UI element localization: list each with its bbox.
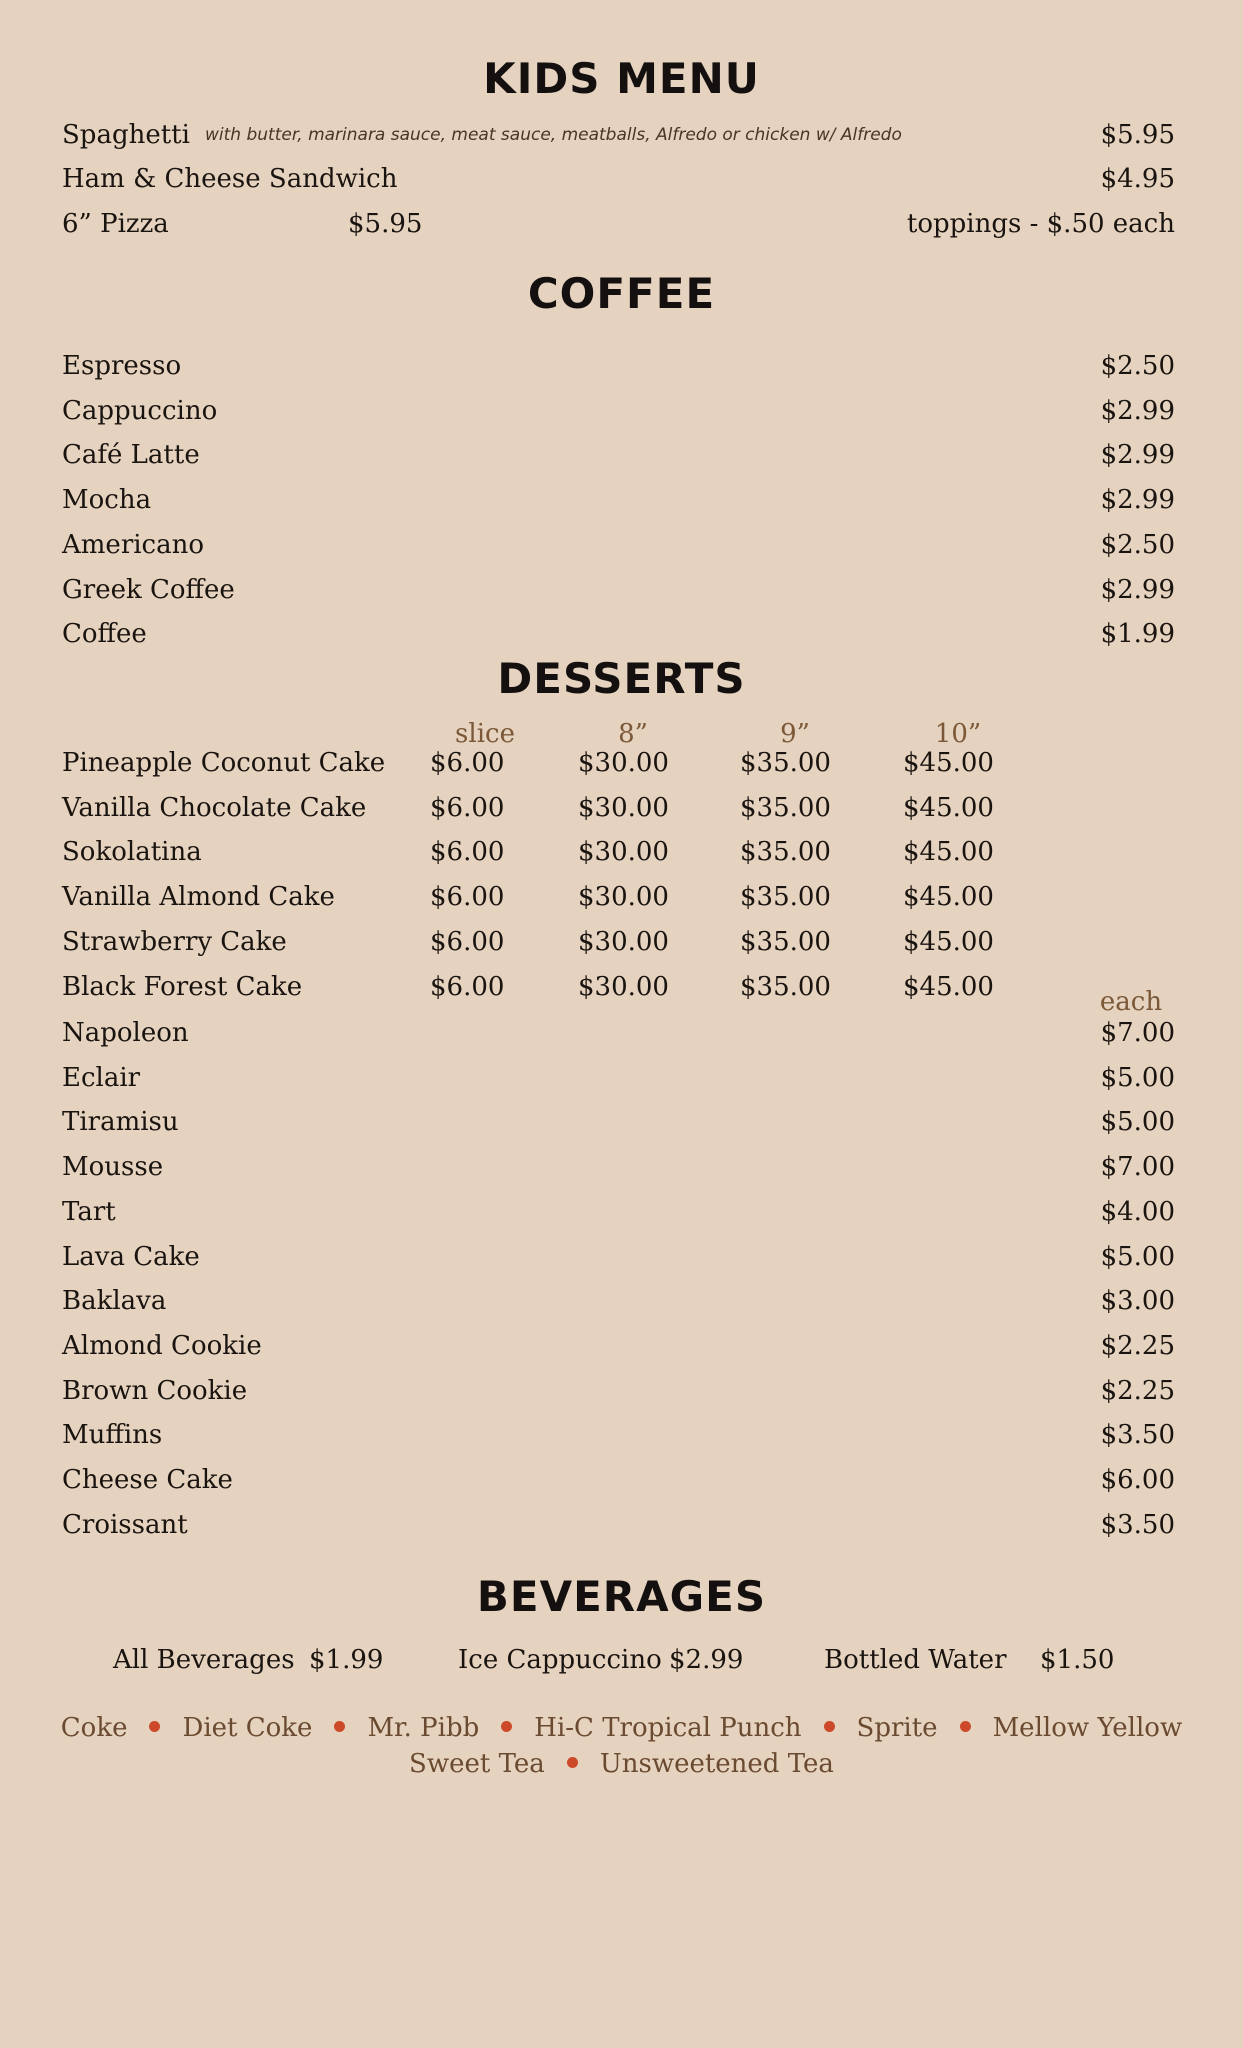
item-name: Lava Cake — [62, 1241, 200, 1272]
desserts-heading: DESSERTS — [497, 654, 746, 703]
item-price: $2.50 — [1100, 529, 1175, 560]
beverages-heading: BEVERAGES — [476, 1572, 767, 1621]
item-name: Brown Cookie — [62, 1375, 248, 1406]
drink-name: Sweet Tea — [409, 1749, 545, 1779]
coffee-item — [0, 391, 1243, 431]
dessert-item — [0, 1192, 1243, 1232]
cake-price: $45.00 — [903, 792, 994, 823]
drinks-line-2 — [0, 1746, 1243, 1782]
bullet-dot-icon — [501, 1721, 512, 1732]
item-name: Black Forest Cake — [62, 971, 303, 1002]
item-name: Vanilla Chocolate Cake — [62, 792, 367, 823]
item-price: $7.00 — [1100, 1152, 1175, 1183]
cake-price: $45.00 — [903, 748, 994, 778]
dessert-item — [0, 1371, 1243, 1411]
item-name: Pineapple Coconut Cake — [62, 748, 386, 778]
bottled-water-price: $1.50 — [1040, 1645, 1115, 1675]
beverage-prices-row — [0, 1640, 1243, 1680]
cake-price: $35.00 — [740, 748, 831, 778]
item-price: $3.50 — [1100, 1509, 1175, 1540]
cake-price: $35.00 — [740, 971, 831, 1002]
cake-item — [0, 743, 1243, 783]
cake-price: $6.00 — [430, 792, 505, 823]
cake-price: $30.00 — [578, 748, 669, 778]
coffee-item — [0, 525, 1243, 565]
item-name: Muffins — [62, 1420, 163, 1451]
item-name: Strawberry Cake — [62, 926, 287, 957]
menu-item-pizza — [0, 204, 1243, 244]
dessert-item — [0, 1415, 1243, 1455]
dessert-item — [0, 1281, 1243, 1321]
drink-name: Mellow Yellow — [992, 1713, 1183, 1743]
item-name: Sokolatina — [62, 837, 202, 868]
cake-price: $30.00 — [578, 971, 669, 1002]
bullet-dot-icon — [334, 1721, 345, 1732]
item-name: Almond Cookie — [62, 1330, 262, 1361]
item-price: $7.00 — [1100, 1018, 1175, 1048]
item-name: Café Latte — [62, 440, 200, 471]
item-name: Cappuccino — [62, 395, 218, 426]
size-header-slice: slice — [455, 719, 515, 749]
item-price: $3.00 — [1100, 1286, 1175, 1317]
item-price: $2.25 — [1100, 1375, 1175, 1406]
cake-price: $35.00 — [740, 882, 831, 913]
dessert-item — [0, 1505, 1243, 1545]
each-label: each — [1099, 987, 1163, 1017]
cake-price: $30.00 — [578, 792, 669, 823]
item-name: Baklava — [62, 1286, 167, 1317]
item-price: $2.25 — [1100, 1330, 1175, 1361]
coffee-item — [0, 346, 1243, 386]
item-price: $4.95 — [1100, 164, 1175, 194]
item-price: $5.95 — [348, 209, 423, 239]
item-name: Greek Coffee — [62, 574, 235, 605]
item-name: 6” Pizza — [62, 209, 169, 239]
cake-price: $45.00 — [903, 971, 994, 1002]
cake-item — [0, 788, 1243, 828]
item-price: $2.50 — [1100, 351, 1175, 381]
all-beverages-price: $1.99 — [309, 1645, 384, 1675]
all-beverages-label: All Beverages — [113, 1645, 295, 1675]
cake-price: $35.00 — [740, 837, 831, 868]
kids-menu-heading: KIDS MENU — [483, 54, 760, 103]
menu-item-ham-cheese — [0, 159, 1243, 199]
item-price: $2.99 — [1100, 395, 1175, 426]
item-name: Coffee — [62, 619, 147, 650]
item-price: $5.95 — [1100, 120, 1175, 150]
item-description: with butter, marinara sauce, meat sauce, meatballs, Alfredo or chicken w/ Alfredo — [205, 125, 902, 145]
dessert-item — [0, 1058, 1243, 1098]
cake-price: $45.00 — [903, 837, 994, 868]
cake-price: $45.00 — [903, 926, 994, 957]
cake-item — [0, 922, 1243, 962]
item-name: Spaghetti — [62, 120, 190, 150]
item-name: Cheese Cake — [62, 1465, 233, 1495]
item-name: Eclair — [62, 1062, 141, 1093]
dessert-item — [0, 1460, 1243, 1500]
toppings-note: toppings - $.50 each — [906, 209, 1175, 239]
cake-price: $35.00 — [740, 792, 831, 823]
size-header-10: 10” — [934, 719, 982, 749]
drink-name: Coke — [60, 1713, 128, 1743]
bullet-dot-icon — [567, 1757, 578, 1768]
cake-price: $6.00 — [430, 748, 505, 778]
cake-price: $30.00 — [578, 926, 669, 957]
ice-cappuccino-price: $2.99 — [669, 1645, 744, 1675]
cake-price: $6.00 — [430, 882, 505, 913]
item-price: $2.99 — [1100, 574, 1175, 605]
dessert-item — [0, 1237, 1243, 1277]
cake-price: $6.00 — [430, 926, 505, 957]
item-price: $1.99 — [1100, 619, 1175, 650]
cake-price: $6.00 — [430, 837, 505, 868]
item-name: Vanilla Almond Cake — [62, 882, 335, 913]
item-name: Mousse — [62, 1152, 164, 1183]
coffee-item — [0, 570, 1243, 610]
item-price: $2.99 — [1100, 440, 1175, 471]
size-header-8: 8” — [618, 719, 648, 749]
menu-item-spaghetti — [0, 115, 1243, 155]
item-name: Tart — [62, 1196, 116, 1227]
drink-name: Mr. Pibb — [367, 1713, 480, 1743]
bullet-dot-icon — [960, 1721, 971, 1732]
cake-item — [0, 877, 1243, 917]
item-name: Croissant — [62, 1509, 188, 1540]
coffee-heading: COFFEE — [527, 269, 716, 318]
coffee-item — [0, 435, 1243, 475]
item-name: Tiramisu — [62, 1107, 179, 1138]
bullet-dot-icon — [149, 1721, 160, 1732]
cake-price: $30.00 — [578, 882, 669, 913]
dessert-item — [0, 1326, 1243, 1366]
drink-name: Unsweetened Tea — [599, 1749, 834, 1779]
item-price: $4.00 — [1100, 1196, 1175, 1227]
cake-price: $45.00 — [903, 882, 994, 913]
dessert-item — [0, 1147, 1243, 1187]
item-price: $5.00 — [1100, 1107, 1175, 1138]
size-header-9: 9” — [780, 719, 810, 749]
coffee-item — [0, 480, 1243, 520]
item-name: Americano — [62, 529, 205, 560]
drink-name: Diet Coke — [182, 1713, 313, 1743]
item-price: $2.99 — [1100, 485, 1175, 516]
bottled-water-label: Bottled Water — [824, 1645, 1007, 1675]
item-price: $3.50 — [1100, 1420, 1175, 1451]
drinks-line-1 — [0, 1710, 1243, 1746]
coffee-item — [0, 614, 1243, 654]
ice-cappuccino-label: Ice Cappuccino — [458, 1645, 662, 1675]
drink-name: Sprite — [856, 1713, 938, 1743]
item-price: $5.00 — [1100, 1241, 1175, 1272]
cake-item — [0, 832, 1243, 872]
item-name: Espresso — [62, 351, 182, 381]
bullet-dot-icon — [824, 1721, 835, 1732]
cake-price: $35.00 — [740, 926, 831, 957]
dessert-item — [0, 1013, 1243, 1053]
cake-price: $6.00 — [430, 971, 505, 1002]
item-price: $6.00 — [1100, 1465, 1175, 1495]
item-name: Napoleon — [62, 1018, 189, 1048]
drink-name: Hi-C Tropical Punch — [534, 1713, 802, 1743]
item-name: Mocha — [62, 485, 152, 516]
item-name: Ham & Cheese Sandwich — [62, 164, 398, 194]
item-price: $5.00 — [1100, 1062, 1175, 1093]
cake-price: $30.00 — [578, 837, 669, 868]
dessert-item — [0, 1102, 1243, 1142]
